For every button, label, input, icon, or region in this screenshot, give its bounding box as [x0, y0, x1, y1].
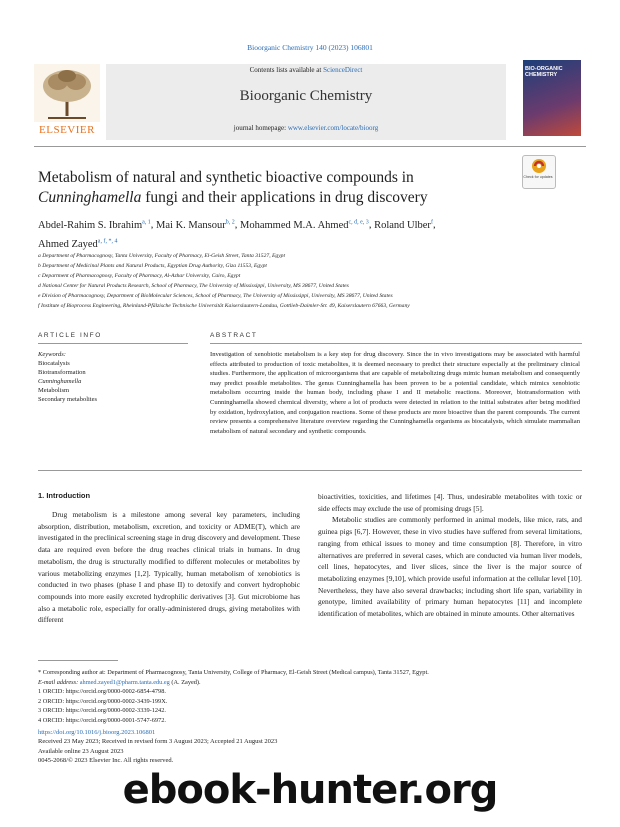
check-updates-icon	[523, 156, 555, 176]
abstract-rule	[210, 343, 582, 344]
watermark-text: ebook-hunter.org	[122, 767, 498, 813]
title-genus: Cunninghamella	[38, 189, 142, 206]
keyword-item: Biocatalysis	[38, 360, 70, 367]
abstract-text: Investigation of xenobiotic metabolism is a key step for drug discovery. Since the in vivo investigations may be associated with harmful effects attributed to production of toxic metabolites, it is deemed necessary to predict their structure especially at the preliminary clinical studies. Furthermore, the application of microorganisms that are capable of metabolizing drugs mimic human metabolism and consequently may predict possible metabolites. The genus Cunninghamella has been proven to be a potential candidate, which mimics xenobiotic metabolism occurring inside the human body, including phase I and II metabolic reactions. Moreover, biotransformation with Cunninghamella showed chemical diversity, where a lot of products were detected in relation to the initial substrates after being modified by oxidation, hydroxylation, and conjugation reactions. Some of these products are more bioactive than the parent compounds. The current review presents a comprehensive literature overview regarding the Cunninghamella organisms as biocatalysts, which simulate mammalian metabolism of natural secondary and synthetic compounds.	[210, 351, 580, 435]
article-info-rule	[38, 343, 188, 344]
homepage-prefix: journal homepage:	[233, 124, 288, 132]
abstract-bottom-rule	[38, 470, 582, 471]
email-link[interactable]: ahmed.zayed1@pharm.tanta.edu.eg	[79, 678, 170, 686]
affiliation-a: a Department of Pharmacognosy, Tanta University, Faculty of Pharmacy, El-Geish Street, Tanta 31527, Egypt	[38, 253, 286, 259]
orcid-3[interactable]: 3 ORCID: https://orcid.org/0000-0002-3339-1242.	[38, 707, 166, 715]
email-suffix: (A. Zayed).	[169, 678, 201, 686]
keyword-item: Cunninghamella	[38, 378, 82, 385]
publisher-name: ELSEVIER	[39, 124, 95, 136]
affiliation-c: c Department of Pharmacognosy, Faculty of Pharmacy, Al-Azhar University, Cairo, Egypt	[38, 273, 241, 279]
author-2[interactable]: Mai K. Mansour$^{b, 2}$	[156, 219, 235, 231]
abstract-heading: ABSTRACT	[210, 332, 258, 339]
email-line	[38, 678, 578, 688]
title-line-1: Metabolism of natural and synthetic bioactive compounds in	[38, 169, 414, 186]
affiliation-b: b Department of Medicinal Plants and Natural Products, Egyptian Drug Authority, Giza 11553, Egypt	[38, 263, 267, 269]
cover-title: BIO-ORGANIC CHEMISTRY	[525, 66, 563, 78]
title-line-2-rest: fungi and their applications in drug discovery	[141, 189, 428, 206]
contents-line	[106, 66, 506, 74]
affiliation-f: f Institute of Bioprocess Engineering, Rheinland-Pfälzische Technische Universität Kaiserslautern-Landau, Gottlieb-Daimler-Str. 49, Kaiserslautern 67663, Germany	[38, 303, 410, 309]
sciencedirect-link[interactable]: ScienceDirect	[323, 66, 363, 74]
right-paragraph-2: Metabolic studies are commonly performed in animal models, like mice, rats, and guinea pigs [6,7]. However, these in vivo studies have suffered from several limitations, ranging from ethical issues to money and time consumption [8]. Therefore, in vitro alternatives are preferred in several cases, which are conducted via human liver models, cell lines, hepatocytes, and liver slices, since the liver is the major source of metabolizing enzymes [9,10], which provide useful information at the cellular level [10]. Nevertheless, they have also several drawbacks; including short life span, variability in genotype, limited availability of primary human hepatocytes [11] and incomplete identification of metabolites, which are obtained in minute amounts. Other alternatives	[318, 515, 582, 619]
author-3[interactable]: Mohammed M.A. Ahmed$^{c, d, e, 3}$	[239, 219, 369, 231]
affiliation-d: d National Center for Natural Products Research, School of Pharmacy, The University of Mississippi, University, MS 38677, United States	[38, 283, 349, 289]
check-updates-label: Check for updates	[523, 175, 553, 179]
keyword-item: Biotransformation	[38, 369, 86, 376]
journal-reference[interactable]: Bioorganic Chemistry 140 (2023) 106801	[247, 43, 373, 52]
homepage-link[interactable]: www.elsevier.com/locate/bioorg	[287, 124, 379, 132]
body-right-column	[318, 491, 582, 620]
article-meta	[38, 728, 578, 765]
footnotes	[38, 668, 578, 726]
journal-name: Bioorganic Chemistry	[239, 88, 373, 104]
keyword-item: Secondary metabolites	[38, 396, 98, 403]
right-paragraph-1: bioactivities, toxicities, and lifetimes [4]. Thus, undesirable metabolites with toxic or side effects may exclude the use of promising drugs [5].	[318, 492, 582, 513]
article-info-heading: ARTICLE INFO	[38, 332, 102, 339]
email-label: E-mail address:	[38, 678, 80, 686]
check-for-updates-badge[interactable]	[522, 155, 556, 189]
keyword-item: Metabolism	[38, 387, 70, 394]
title-line-2	[38, 188, 508, 208]
copyright: 0045-2068/© 2023 Elsevier Inc. All rights reserved.	[38, 756, 174, 764]
orcid-4[interactable]: 4 ORCID: https://orcid.org/0000-0001-5747-6972.	[38, 716, 166, 724]
paper-title	[38, 168, 508, 208]
orcid-2[interactable]: 2 ORCID: https://orcid.org/0000-0002-3439-199X.	[38, 697, 168, 705]
section-heading-introduction: 1. Introduction	[38, 491, 91, 500]
affiliations	[38, 251, 578, 311]
keywords-label: Keywords:	[38, 351, 66, 358]
doi-link[interactable]: https://doi.org/10.1016/j.bioorg.2023.106801	[38, 729, 156, 736]
corresponding-author-note: * Corresponding author at: Department of Pharmacognosy, Tanta University, College of Pharmacy, El-Geish Street (Medical campus), Tanta 31527, Egypt.	[38, 669, 429, 676]
author-1[interactable]: Abdel-Rahim S. Ibrahim$^{a, 1}$	[38, 219, 151, 231]
author-4[interactable]: Roland Ulber$^f$	[374, 219, 433, 231]
keywords-block	[38, 350, 188, 404]
contents-prefix: Contents lists available at	[249, 66, 324, 74]
affiliation-e: e Division of Pharmacognosy, Department of BioMolecular Sciences, School of Pharmacy, The University of Mississippi, University, MS 38677, United States	[38, 293, 393, 299]
author-5[interactable]: Ahmed Zayed$^{a, f, *, 4}$	[38, 238, 118, 250]
footnote-rule	[38, 660, 118, 661]
body-left-column: Drug metabolism is a milestone among several key parameters, including absorption, distribution, metabolism, excretion, and toxicity or ADME(T), which are investigated in the preclinical screening stage in drug discovery and development. These data are required even before the drug reaches clinical trials in humans. In drug metabolism, the drug is structurally modified to different molecules or metabolites by various metabolizing enzymes [1,2]. Typically, human metabolism of xenobiotics is conducted in two phases (phase I and phase II) to detoxify and convert hydrophobic compounds into more easily excreted hydrophilic derivatives [3]. Gut microbiome has also a metabolic role, especially for orally-administered drugs, giving metabolites with different	[38, 510, 300, 625]
received-dates: Received 23 May 2023; Received in revised form 3 August 2023; Accepted 21 August 2023	[38, 738, 278, 746]
available-online: Available online 23 August 2023	[38, 747, 124, 755]
journal-homepage	[106, 124, 506, 132]
orcid-1[interactable]: 1 ORCID: https://orcid.org/0000-0002-6854-4798.	[38, 688, 166, 696]
author-list: Abdel-Rahim S. Ibrahim$^{a, 1}$, Mai K. Mansour$^{b, 2}$, Mohammed M.A. Ahmed$^{c, d, e, 3}$, Roland Ulber$^f$, Ahmed Zayed$^{a, f, *, 4}$	[38, 219, 436, 250]
header-rule	[34, 146, 586, 147]
